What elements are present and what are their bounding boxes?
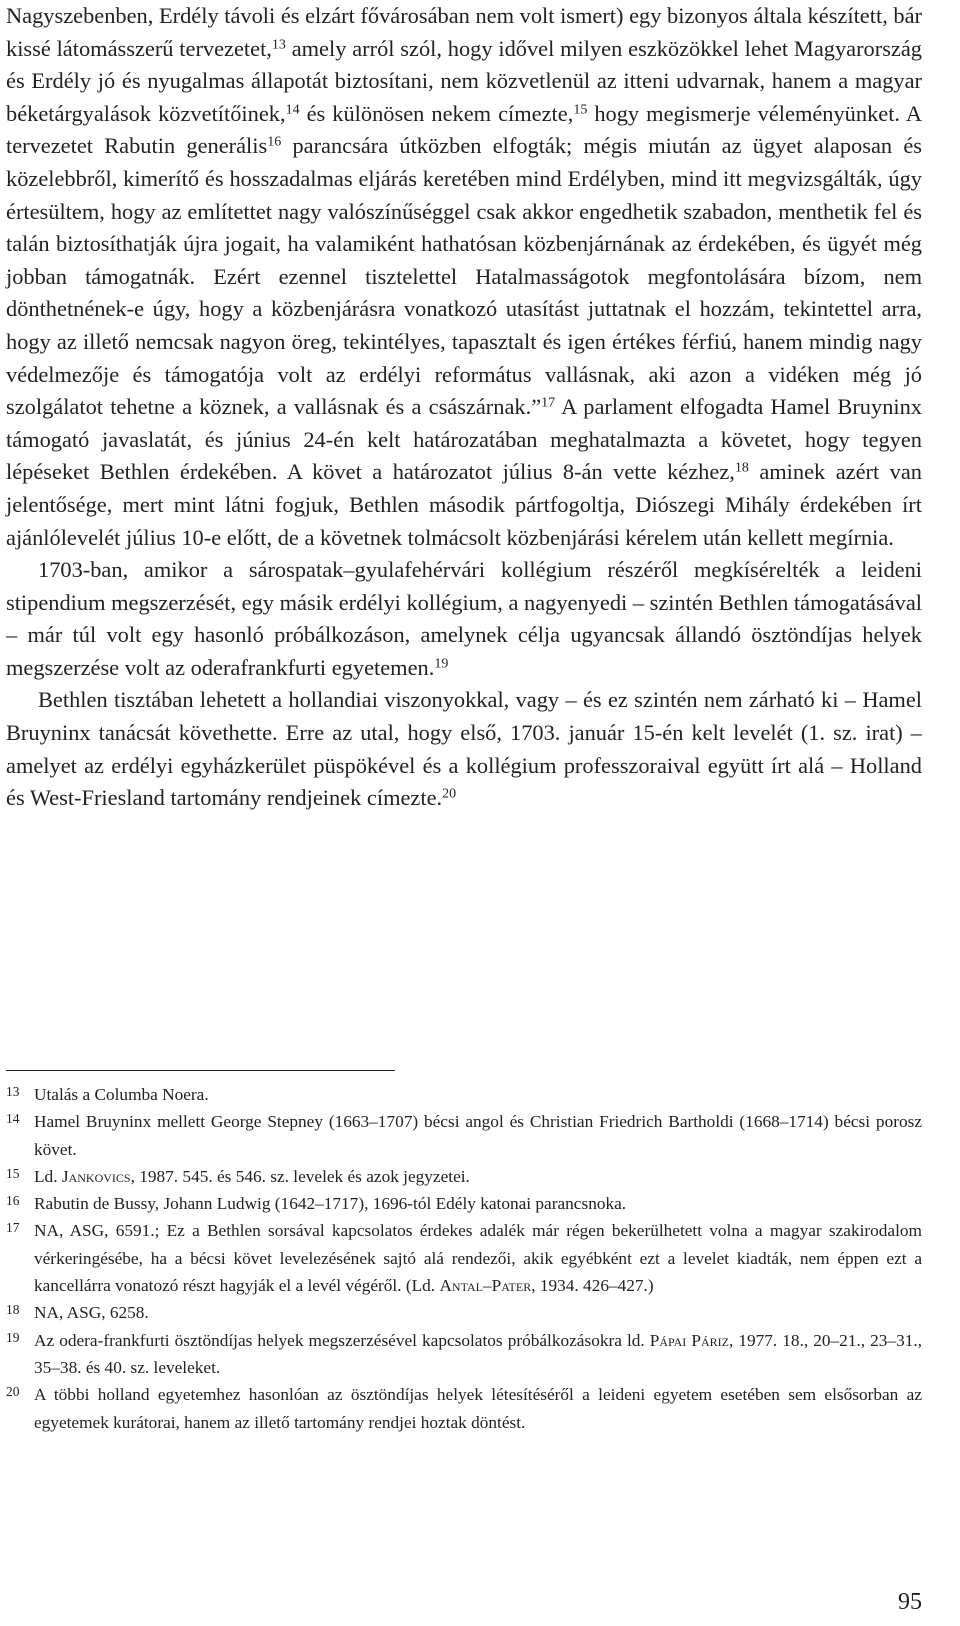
- footnote-13: 13 Utalás a Columba Noera.: [6, 1081, 922, 1108]
- footnote-number: 14: [6, 1111, 20, 1127]
- author-name: Antal–Pater: [439, 1276, 532, 1296]
- footnote-19: 19 Az odera-frankfurti ösztöndíjas helyek megszerzésével kapcsolatos próbálkozásokra ld. Pápai Páriz, 1977. 18., 20–21., 23–31., 35–38. és 40. sz. leveleket.: [6, 1327, 922, 1382]
- footnote-16: 16 Rabutin de Bussy, Johann Ludwig (1642–1717), 1696-tól Edély katonai parancsnoka.: [6, 1190, 922, 1217]
- footnote-number: 17: [6, 1220, 20, 1236]
- footnote-17: 17 NA, ASG, 6591.; Ez a Bethlen sorsával kapcsolatos érdekes adalék már régen bekerülhetett volna a magyar szakirodalom vérkeringésébe, ha a bécsi követ levelezésének sajtó alá rendezői, akik egyébként ezt a levelet kiadták, nem éppen ezt a kancellárra vonatozó részt hagyják el a levél végéről. (Ld. Antal–Pater, 1934. 426–427.): [6, 1217, 922, 1299]
- footnote-18: 18 NA, ASG, 6258.: [6, 1299, 922, 1326]
- footnote-number: 15: [6, 1165, 20, 1181]
- footnote-number: 20: [6, 1384, 20, 1400]
- footnote-number: 18: [6, 1302, 20, 1318]
- footnote-14: 14 Hamel Bruyninx mellett George Stepney (1663–1707) bécsi angol és Christian Friedrich Bartholdi (1668–1714) bécsi porosz követ.: [6, 1108, 922, 1163]
- footnote-ref-20[interactable]: 20: [442, 786, 457, 802]
- footnote-ref-16[interactable]: 16: [267, 134, 282, 150]
- footnote-15: 15 Ld. Jankovics, 1987. 545. és 546. sz. levelek és azok jegyzetei.: [6, 1163, 922, 1190]
- author-name: Jankovics: [61, 1166, 131, 1186]
- page-number: 95: [898, 1589, 922, 1615]
- footnote-ref-17[interactable]: 17: [541, 395, 556, 411]
- footnote-number: 19: [6, 1329, 20, 1345]
- footnote-number: 16: [6, 1193, 20, 1209]
- footnote-ref-13[interactable]: 13: [271, 36, 286, 52]
- footnote-ref-14[interactable]: 14: [285, 102, 300, 118]
- footnote-ref-15[interactable]: 15: [573, 102, 588, 118]
- footnote-number: 13: [6, 1084, 20, 1099]
- paragraph-2: 1703-ban, amikor a sárospatak–gyulafehérvári kollégium részéről megkísérelték a leideni stipendium megszerzését, egy másik erdélyi kollégium, a nagyenyedi – szintén Bethlen támogatásával – már túl volt egy hasonló próbálkozáson, amelynek célja ugyancsak állandó ösztöndíjas helyek megszerzése volt az oderafrankfurti egyetemen.$^{19}$: [6, 557, 922, 680]
- paragraph-3: Bethlen tisztában lehetett a hollandiai viszonyokkal, vagy – és ez szintén nem zárható ki – Hamel Bruyninx tanácsát követhette. Erre az utal, hogy első, 1703. január 15-én kelt levelét (1. sz. irat) – amelyet az erdélyi egyházkerület püspökével és a kollégium professzoraival együtt írt alá – Holland és West-Friesland tartomány rendjeinek címezte.$^{20}$: [6, 687, 922, 811]
- paragraph-1: Nagyszebenben, Erdély távoli és elzárt fővárosában nem volt ismert) egy bizonyos általa készített, bár kissé látomásszerű tervezetet,$^{13}$ amely arról szól, hogy idővel milyen eszközökkel lehet Magyarország és Erdély jó és nyugalmas állapotát biztosítani, nem közvetlenül az itteni udvarnak, hanem a magyar béketárgyalások közvetítőinek,$^{14}$ és különösen nekem címezte,$^{15}$ hogy megismerje véleményünket. A tervezetet Rabutin generális$^{16}$ parancsára útközben elfogták; mégis miután az ügyet alaposan és közelebbről, kimerítő és hosszadalmas eljárás keretében mind Erdélyben, mind itt megvizsgálták, úgy értesültem, hogy az említettet nagy valószínűséggel csak akkor engedhetik szabadon, menthetik fel és talán biztosíthatják újra jogait, ha valamiként hathatósan közbenjárnának az érdekében, és ügyét még jobban támogatnák. Ezért ezennel tisztelettel Hatalmasságotok megfontolására bízom, nem dönthetnének-e úgy, hogy a közbenjárásra vonatkozó utasítást juttatnak el hozzám, tekintettel arra, hogy az illető nemcsak nagyon öreg, tekintélyes, tapasztalt és igen értékes férfiú, hanem mindig nagy védelmezője és támogatója volt az erdélyi református vallásnak, aki azon a vidéken még jó szolgálatot tehetne a köznek, a vallásnak és a császárnak.”$^{17}$ A parlament elfogadta Hamel Bruyninx támogató javaslatát, és június 24-én kelt határozatában meghatalmazta a követet, hogy tegyen lépéseket Bethlen érdekében. A követ a határozatot július 8-án vette kézhez,$^{18}$ aminek azért van jelentősége, mert mint látni fogjuk, Bethlen második pártfogoltja, Diószegi Mihály érdekében írt ajánlólevelét július 10-e előtt, de a követnek tolmácsolt közbenjárási kérelem után kellett megírnia.: [6, 3, 922, 550]
- footnote-ref-18[interactable]: 18: [734, 460, 749, 476]
- footnote-divider: [6, 1070, 395, 1071]
- footnote-20: 20 A többi holland egyetemhez hasonlóan az ösztöndíjas helyek létesítéséről a leideni egyetem esetében sem elsősorban az egyetemek kurátorai, hanem az illető tartomány rendjei hoztak döntést.: [6, 1381, 922, 1436]
- body-text: [6, 0, 922, 815]
- footnote-ref-19[interactable]: 19: [434, 656, 449, 672]
- author-name: Pápai Páriz: [649, 1330, 729, 1350]
- footnotes: [6, 1081, 922, 1436]
